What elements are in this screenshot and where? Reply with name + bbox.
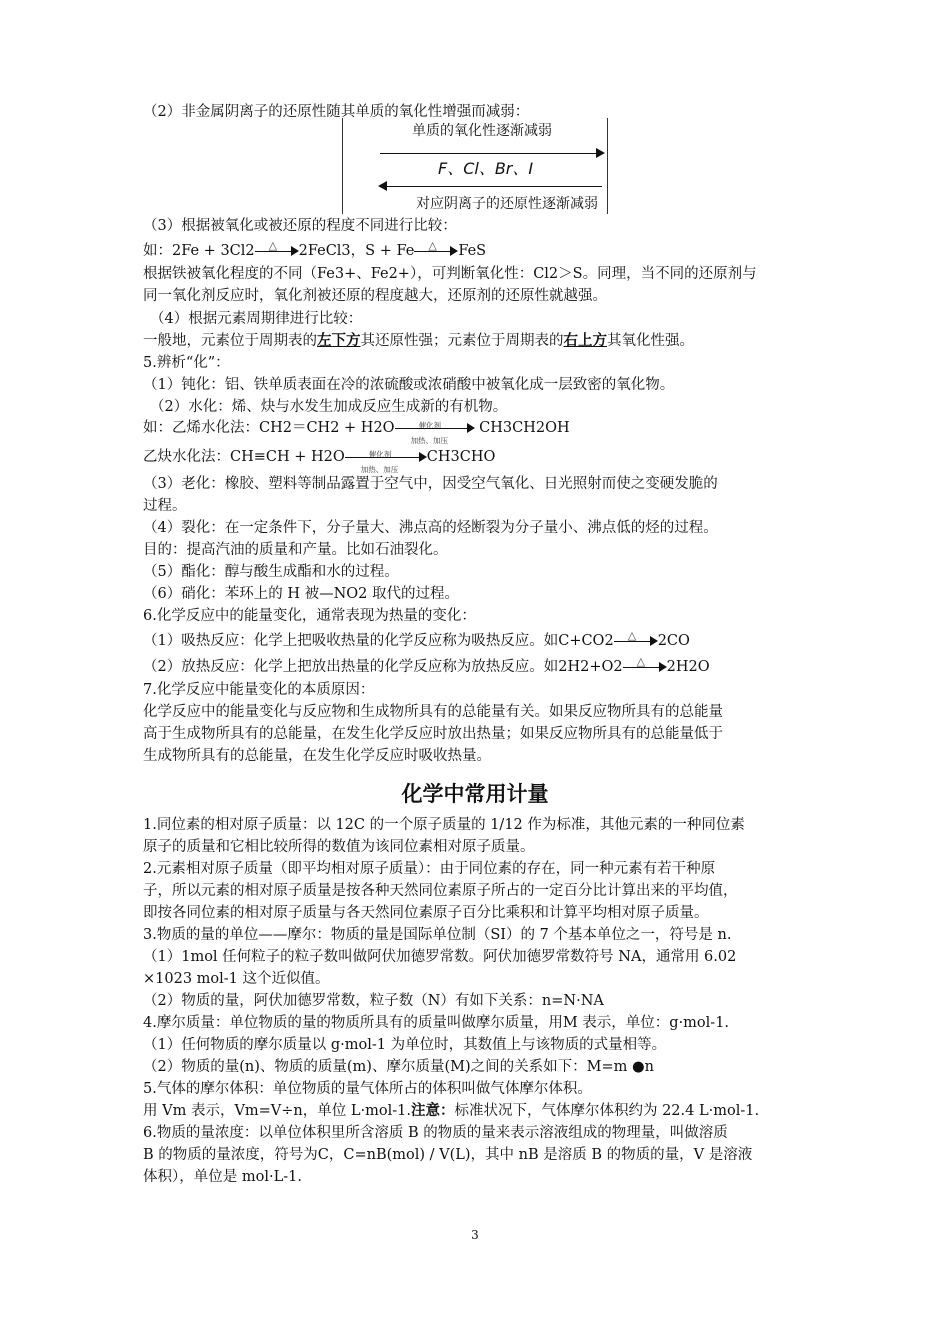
text-fragment: 用 Vm 表示，Vm=V÷n，单位 L·mol-1. (143, 1103, 411, 1119)
equation-line (143, 657, 710, 677)
note-label: 注意： (410, 1102, 455, 1119)
equation-line (143, 447, 496, 474)
diagram-bottom-label: 对应阴离子的还原性逐渐减弱 (416, 196, 598, 212)
text-fragment: 2H2O (666, 659, 710, 675)
text-line: 6.物质的量浓度：以单位体积里所含溶质 B 的物质的量来表示溶液组成的物理量，叫做溶质 (143, 1125, 728, 1141)
text-line: （2）物质的量，阿伏加德罗常数，粒子数（N）有如下关系：n=N·NA (143, 993, 604, 1009)
text-line: （1）1mol 任何粒子的粒子数叫做阿伏加德罗常数。阿伏加德罗常数符号 NA，通常用 6.02 (143, 949, 737, 965)
text-line: 子，所以元素的相对原子质量是按各种天然同位素原子所占的一定百分比计算出来的平均值， (143, 883, 738, 899)
text-line: 目的：提高汽油的质量和产量。比如石油裂化。 (143, 542, 448, 558)
text-line: （4）根据元素周期律进行比较： (150, 311, 363, 327)
reactivity-diagram (342, 118, 608, 214)
text-line: 1.同位素的相对原子质量：以 12C 的一个原子质量的 1/12 作为标准，其他元素的一种同位素 (143, 817, 745, 833)
catalyst-label: 催化剂 (368, 450, 392, 459)
diagram-elements: F、Cl、Br、I (438, 159, 534, 178)
text-line (143, 1101, 759, 1121)
equation-part: 如：乙烯水化法：CH2＝CH2 + H2O (143, 420, 395, 436)
equation-part: 2FeCl3，S + Fe (298, 243, 415, 259)
diagram-top-label: 单质的氧化性逐渐减弱 (412, 123, 552, 139)
catalyst-arrow (395, 419, 475, 445)
diagram-border-right (607, 118, 608, 214)
heat-arrow (614, 629, 658, 650)
text-fragment: 标准状况下，气体摩尔体积约为 22.4 L·mol-1. (454, 1103, 760, 1119)
equation-line (143, 631, 690, 651)
text-line: 化学反应中的能量变化与反应物和生成物所具有的总能量有关。如果反应物所具有的总能量 (143, 704, 723, 720)
text-fragment: （2）放热反应：化学上把放出热量的化学反应称为放热反应。如2H2+O2 (143, 659, 623, 675)
right-arrow-head (596, 148, 605, 158)
text-line: 过程。 (143, 498, 187, 514)
text-fragment: 2CO (657, 633, 690, 649)
text-fragment: 一般地，元素位于周期表的 (143, 333, 317, 349)
text-line: 根据铁被氧化程度的不同（Fe3+、Fe2+），可判断氧化性：Cl2＞S。同理，当不同的还原剂与 (143, 266, 757, 282)
text-line: （6）硝化：苯环上的 H 被—NO2 取代的过程。 (143, 586, 459, 602)
text-line: （2）非金属阴离子的还原性随其单质的氧化性增强而减弱： (143, 104, 530, 120)
text-line: 同一氧化剂反应时，氧化剂被还原的程度越大，还原剂的还原性就越强。 (143, 288, 607, 304)
text-line: 2.元素相对原子质量（即平均相对原子质量）：由于同位素的存在，同一种元素有若干种原 (143, 861, 716, 877)
left-arrow-head (378, 181, 387, 191)
equation-part: FeS (458, 243, 487, 259)
text-line: （3）老化：橡胶、塑料等制品露置于空气中，因受空气氧化、日光照射而使之变硬发脆的 (143, 476, 718, 492)
delta-icon: △ (627, 629, 637, 642)
text-line: B 的物质的量浓度，符号为C，C=nB(mol) / V(L)，其中 nB 是溶质 B 的物质的量，V 是溶液 (143, 1147, 753, 1163)
delta-icon: △ (636, 655, 646, 668)
text-line: 生成物所具有的总能量，在发生化学反应时吸收热量。 (143, 748, 491, 764)
equation-part: 如：2Fe + 3Cl2 (143, 243, 255, 259)
delta-icon: △ (268, 239, 278, 252)
text-line: （2）物质的量(n)、物质的质量(m)、摩尔质量(M)之间的关系如下：M=m ●n (143, 1059, 654, 1075)
text-line: （5）酯化：醇与酸生成酯和水的过程。 (143, 564, 399, 580)
equation-part: CH3CH2OH (479, 420, 570, 436)
page-heading: 化学中常用计量 (401, 782, 549, 806)
equation-line (143, 241, 486, 261)
delta-icon: △ (428, 239, 437, 252)
text-line: 3.物质的量的单位——摩尔：物质的量是国际单位制（SI）的 7 个基本单位之一，符号是 n. (143, 927, 732, 943)
text-fragment: （1）吸热反应：化学上把吸收热量的化学反应称为吸热反应。如C+CO2 (143, 633, 614, 649)
left-arrow (384, 186, 602, 187)
right-arrow (380, 153, 602, 154)
text-fragment: 其还原性强；元素位于周期表的 (360, 333, 564, 349)
section-title: 6.化学反应中的能量变化，通常表现为热量的变化： (143, 608, 476, 624)
text-line: （1）任何物质的摩尔质量以 g·mol-1 为单位时，其数值上与该物质的式量相等。 (143, 1037, 667, 1053)
emphasis-lower-left: 左下方 (317, 332, 361, 349)
page-number: 3 (471, 1228, 479, 1242)
text-line: 即按各同位素的相对原子质量与各天然同位素原子百分比乘积和计算平均相对原子质量。 (143, 905, 709, 921)
text-line: 4.摩尔质量：单位物质的量的物质所具有的质量叫做摩尔质量，用M 表示，单位：g·mol-1. (143, 1015, 730, 1031)
text-line: 原子的质量和它相比较所得的数值为该同位素相对原子质量。 (143, 839, 535, 855)
condition-label: 加热、加压 (360, 465, 399, 474)
condition-label: 加热、加压 (410, 436, 449, 445)
catalyst-arrow (345, 448, 427, 474)
text-line: （1）钝化：铝、铁单质表面在冷的浓硫酸或浓硝酸中被氧化成一层致密的氧化物。 (143, 377, 675, 393)
emphasis-upper-right: 右上方 (563, 332, 607, 349)
text-line: 高于生成物所具有的总能量，在发生化学反应时放出热量；如果反应物所具有的总能量低于 (143, 726, 723, 742)
text-line: （4）裂化：在一定条件下，分子量大、沸点高的烃断裂为分子量小、沸点低的烃的过程。 (143, 520, 718, 536)
heat-arrow (623, 655, 667, 676)
equation-part: 乙炔水化法：CH≡CH + H2O (143, 449, 345, 465)
text-line (143, 331, 694, 351)
text-line: 5.气体的摩尔体积：单位物质的量气体所占的体积叫做气体摩尔体积。 (143, 1081, 592, 1097)
diagram-border-left (342, 118, 343, 214)
equation-part: CH3CHO (426, 449, 496, 465)
text-line: ×1023 mol-1 这个近似值。 (143, 971, 330, 987)
text-line: （2）水化：烯、炔与水发生加成反应生成新的有机物。 (150, 399, 508, 415)
text-fragment: 其氧化性强。 (607, 333, 694, 349)
catalyst-label: 催化剂 (418, 421, 442, 430)
equation-line (143, 418, 570, 445)
heat-arrow (255, 239, 299, 260)
text-line: 体积），单位是 mol·L-1. (143, 1169, 302, 1185)
section-title: 5.辨析“化”： (143, 355, 230, 371)
text-line: （3）根据被氧化或被还原的程度不同进行比较： (143, 218, 457, 234)
section-title: 7.化学反应中能量变化的本质原因： (143, 682, 375, 698)
heat-arrow (414, 239, 458, 260)
